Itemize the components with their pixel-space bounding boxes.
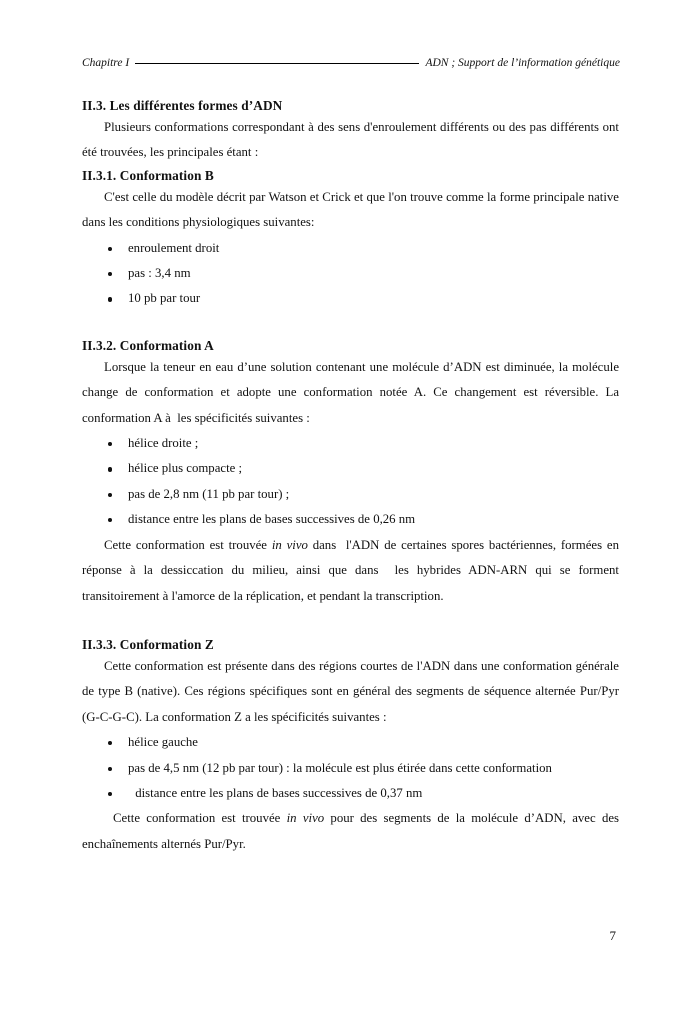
- closing-paragraph-conformation-z: [82, 806, 623, 857]
- list-item: distance entre les plans de bases successives de 0,37 nm: [82, 781, 619, 806]
- header-title-label: ADN ; Support de l’information génétique: [425, 57, 620, 69]
- list-item: hélice gauche: [82, 730, 619, 755]
- closing-z-text-after: pour des segments de la molécule d’ADN, avec des enchaînements alternés Pur/Pyr.: [82, 811, 623, 851]
- paragraph-conformation-z: Cette conformation est présente dans des régions courtes de l'ADN dans une conformation générale de type B (native). Ces régions spécifiques sont en général des segments de séquence alternée Pur/Pyr (G-C-G-C). La conformation Z a les spécificités suivantes :: [82, 658, 623, 724]
- bullet-list-conformation-z: [82, 730, 619, 806]
- header-rule-icon: [135, 63, 419, 64]
- closing-a-text-after: dans l'ADN de certaines spores bactériennes, formées en réponse à la dessiccation du milieu, ainsi que dans les hybrides ADN-ARN qui se forment transitoirement à l'amorce de la réplication, et pendant la transcription.: [82, 537, 623, 603]
- list-item: distance entre les plans de bases successives de 0,26 nm: [82, 507, 619, 532]
- bullet-list-conformation-a: [82, 431, 619, 533]
- closing-a-italic-term: in vivo: [271, 537, 308, 552]
- closing-a-text-before: Cette conformation est trouvée: [104, 537, 272, 552]
- document-body: [82, 96, 623, 857]
- paragraph-conformation-b: C'est celle du modèle décrit par Watson et Crick et que l'on trouve comme la forme principale native dans les conditions physiologiques suivantes:: [82, 189, 623, 230]
- list-item: hélice droite ;: [82, 431, 619, 456]
- heading-ii-3-3: II.3.3. Conformation Z: [82, 636, 214, 652]
- list-item: pas de 2,8 nm (11 pb par tour) ;: [82, 482, 619, 507]
- spacer: [82, 312, 619, 336]
- heading-ii-3-1: II.3.1. Conformation B: [82, 167, 214, 183]
- bullet-list-conformation-b: [82, 236, 619, 312]
- intro-paragraph: Plusieurs conformations correspondant à des sens d'enroulement différents ou des pas différents ont été trouvées, les principales étant :: [82, 120, 623, 160]
- page-number: 7: [609, 928, 616, 943]
- spacer: [82, 609, 619, 635]
- list-item: pas : 3,4 nm: [82, 261, 619, 286]
- list-item: 10 pb par tour: [82, 286, 619, 311]
- heading-ii-3-2: II.3.2. Conformation A: [82, 337, 214, 353]
- heading-ii-3: II.3. Les différentes formes d’ADN: [82, 98, 283, 113]
- header-chapter-label: Chapitre I: [82, 57, 130, 69]
- closing-paragraph-conformation-a: [82, 533, 623, 609]
- list-item: hélice plus compacte ;: [82, 456, 619, 481]
- list-item: pas de 4,5 nm (12 pb par tour) : la molécule est plus étirée dans cette conformation: [82, 756, 619, 781]
- running-header: [82, 56, 620, 70]
- closing-z-italic-term: in vivo: [286, 811, 325, 826]
- list-item: enroulement droit: [82, 236, 619, 261]
- paragraph-conformation-a: Lorsque la teneur en eau d’une solution contenant une molécule d’ADN est diminuée, la molécule change de conformation et adopte une conformation notée A. Ce changement est réversible. La conformation A à les spécificités suivantes :: [82, 359, 623, 425]
- closing-z-text-before: Cette conformation est trouvée: [113, 811, 287, 826]
